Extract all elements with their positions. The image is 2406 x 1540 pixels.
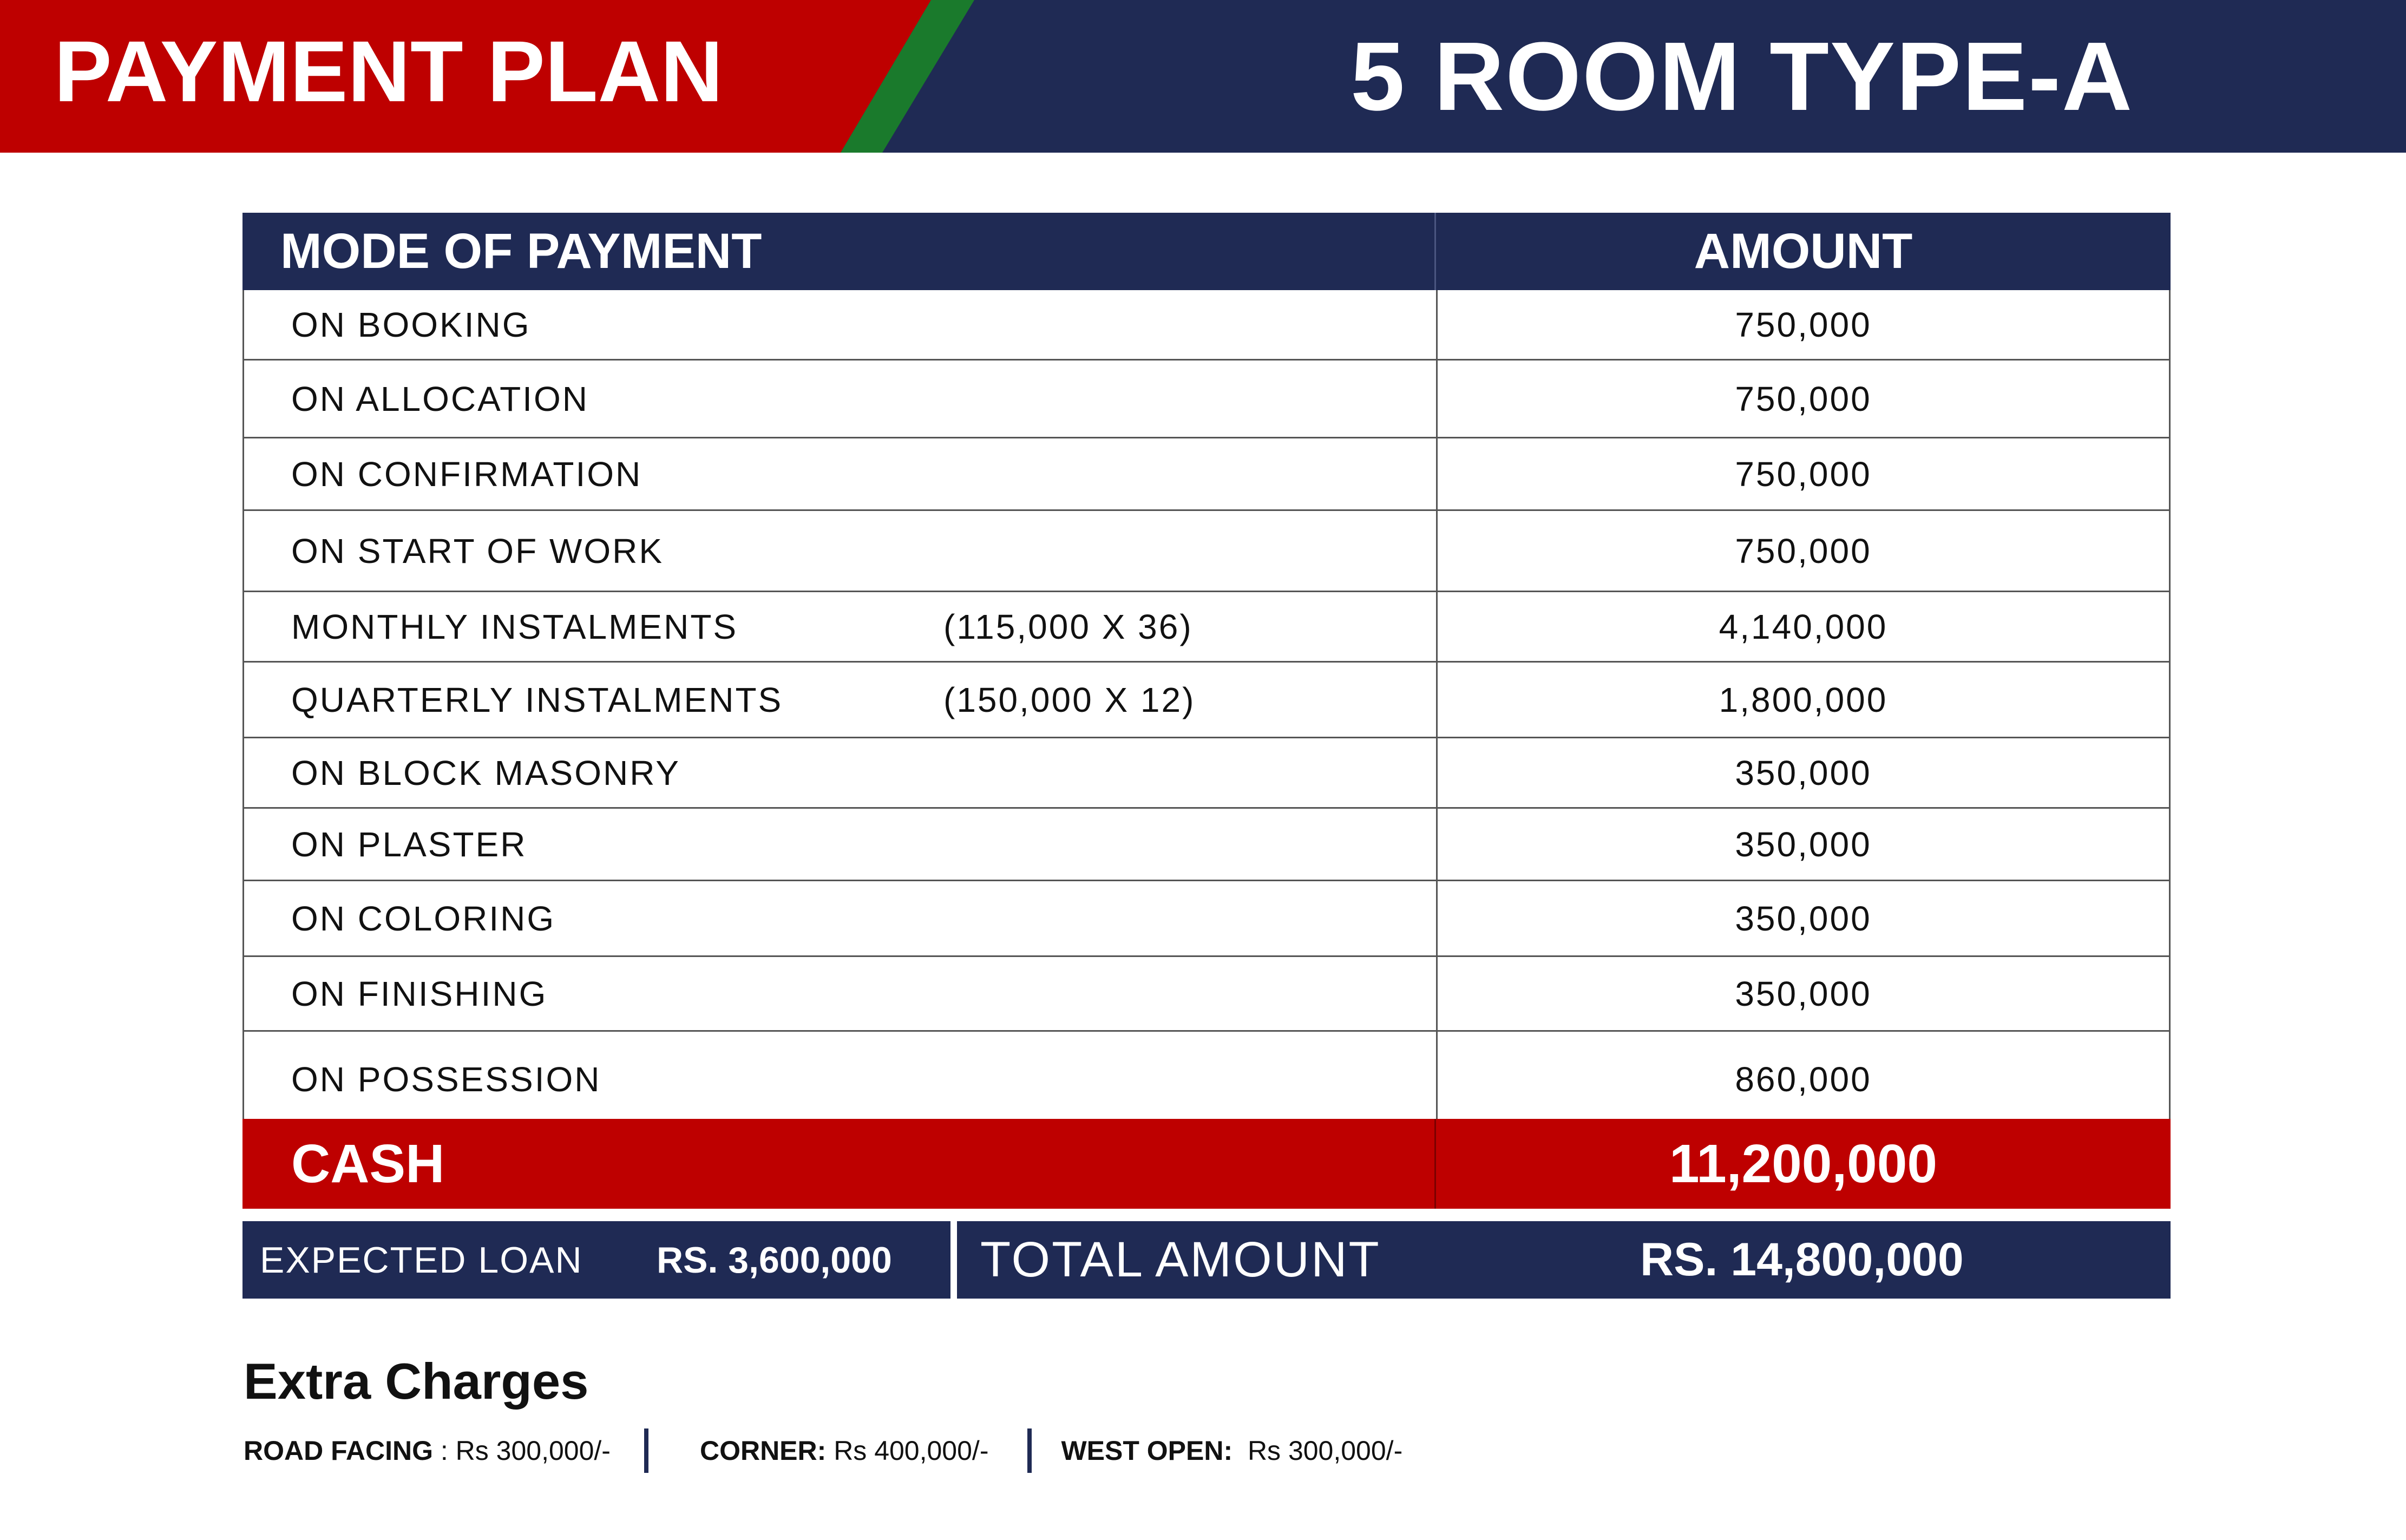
table-row [242,511,2171,592]
payment-amount-cell: 750,000 [1735,531,1872,571]
payment-mode-label: ON CONFIRMATION [291,454,643,494]
payment-mode-label: MONTHLY INSTALMENTS [291,607,738,646]
total-amount-value: RS. 14,800,000 [1640,1234,1964,1286]
payment-amount-cell: 350,000 [1735,974,1872,1013]
payment-amount-cell: 350,000 [1735,824,1872,864]
expected-loan-box [242,1221,950,1299]
extra-road-facing-label: ROAD FACING [244,1436,433,1466]
payment-mode-label: ON BLOCK MASONRY [291,753,680,792]
table-row [242,1032,2171,1128]
table-body [242,290,2171,1128]
payment-mode-label: ON BOOKING [291,305,531,344]
total-amount-box [957,1221,2171,1299]
payment-mode-cell [244,1032,1438,1126]
payment-mode-cell [244,511,1438,591]
payment-mode-cell [244,663,1438,737]
payment-mode-cell [244,881,1438,955]
table-row [242,438,2171,511]
table-row [242,881,2171,957]
payment-table [242,213,2171,1128]
table-header [242,213,2171,290]
payment-amount-cell: 350,000 [1735,899,1872,938]
extra-road-facing [244,1435,611,1466]
extra-west-open [1061,1435,1402,1466]
table-row [242,663,2171,738]
cash-label: CASH [242,1119,1436,1209]
payment-mode-cell [244,290,1438,359]
cash-amount: 11,200,000 [1669,1133,1937,1194]
extra-west-open-label: WEST OPEN: [1061,1436,1233,1466]
table-row [242,290,2171,361]
table-row [242,592,2171,663]
extra-road-facing-value: : Rs 300,000/- [433,1436,611,1466]
table-row [242,957,2171,1032]
payment-amount-cell: 1,800,000 [1719,680,1888,719]
page-title: PAYMENT PLAN [54,23,723,120]
instalment-breakdown: (115,000 X 36) [943,607,1193,646]
payment-mode-cell [244,809,1438,880]
payment-mode-label: QUARTERLY INSTALMENTS [291,680,783,719]
payment-amount-cell: 750,000 [1735,454,1872,494]
payment-mode-cell [244,438,1438,509]
expected-loan-value: RS. 3,600,000 [657,1239,892,1281]
payment-amount-cell: 860,000 [1735,1059,1872,1099]
expected-loan-label: EXPECTED LOAN [260,1239,583,1281]
payment-mode-cell [244,592,1438,661]
separator [644,1428,648,1473]
payment-mode-label: ON PLASTER [291,824,527,864]
instalment-breakdown: (150,000 X 12) [943,680,1196,719]
payment-mode-cell [244,738,1438,807]
table-row [242,361,2171,438]
payment-mode-label: ON START OF WORK [291,531,664,571]
payment-mode-label: ON POSSESSION [291,1059,601,1099]
extra-corner-label: CORNER: [699,1436,827,1466]
extra-charges-line [244,1429,2084,1472]
payment-amount-cell: 750,000 [1735,379,1872,418]
payment-amount-cell: 750,000 [1735,305,1872,344]
extra-corner-value: Rs 400,000/- [826,1436,989,1466]
payment-mode-cell [244,957,1438,1030]
table-row [242,809,2171,881]
unit-type-title: 5 ROOM TYPE-A [1350,22,2134,131]
total-amount-label: TOTAL AMOUNT [980,1232,1381,1287]
payment-mode-cell [244,361,1438,437]
cash-row [242,1119,2171,1209]
header-mode-of-payment: MODE OF PAYMENT [242,213,1436,290]
payment-amount-cell: 4,140,000 [1719,607,1888,646]
extra-west-open-value: Rs 300,000/- [1232,1436,1403,1466]
payment-amount-cell: 350,000 [1735,753,1872,792]
extra-charges-title: Extra Charges [244,1353,589,1410]
payment-mode-label: ON FINISHING [291,974,548,1013]
payment-mode-label: ON COLORING [291,899,556,938]
payment-mode-label: ON ALLOCATION [291,379,589,418]
extra-corner [700,1435,989,1466]
separator [1027,1428,1032,1473]
header-amount: AMOUNT [1694,224,1913,279]
table-row [242,738,2171,809]
